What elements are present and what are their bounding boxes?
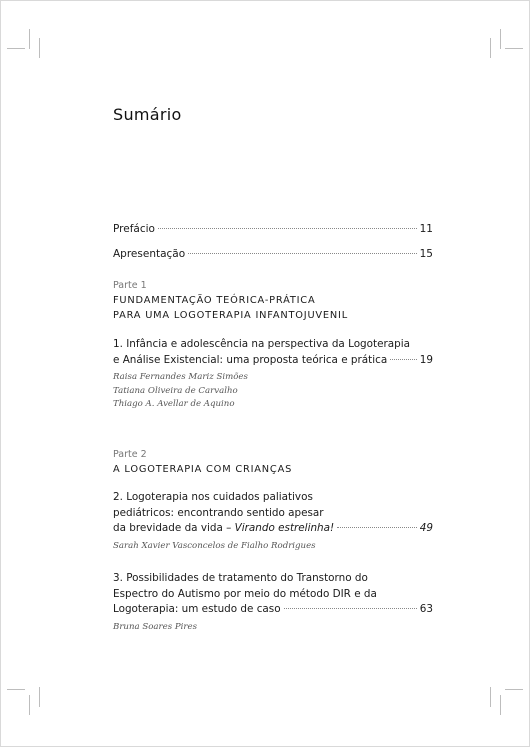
crop-mark — [490, 38, 491, 58]
part-2-heading — [113, 448, 433, 477]
dot-leader — [337, 527, 417, 528]
chapter-title-line: 3. Possibilidades de tratamento do Transtorno do — [113, 572, 368, 584]
chapter-author: Raisa Fernandes Mariz Simões — [113, 372, 248, 382]
chapter-author: Thiago A. Avellar de Aquino — [113, 399, 235, 409]
crop-mark — [7, 689, 25, 690]
chapter-author: Bruna Soares Pires — [113, 621, 198, 632]
dot-leader — [390, 359, 417, 360]
chapter-author: Sarah Xavier Vasconcelos de Fialho Rodrigues — [113, 540, 316, 551]
toc-entry-label: Apresentação — [113, 248, 186, 260]
part-title-line: FUNDAMENTAÇÃO TEÓRICA-PRÁTICA — [113, 295, 316, 306]
toc-entry-chapter-2[interactable] — [113, 490, 433, 553]
toc-entry-apresentacao[interactable] — [113, 246, 433, 262]
chapter-title-italic: Virando estrelinha! — [234, 522, 335, 534]
chapter-author: Tatiana Oliveira de Carvalho — [113, 385, 238, 396]
crop-mark — [500, 29, 501, 49]
crop-mark — [505, 48, 523, 49]
chapter-title-line: pediátricos: encontrando sentido apesar — [113, 506, 324, 519]
crop-mark — [29, 695, 30, 715]
chapter-title-line: da brevidade da vida – — [113, 522, 235, 534]
dot-leader — [284, 608, 417, 609]
part-1-heading — [113, 279, 433, 323]
dot-leader — [188, 253, 416, 254]
crop-mark — [29, 29, 30, 49]
toc-entry-chapter-3[interactable] — [113, 571, 433, 634]
toc-entry-chapter-1[interactable] — [113, 337, 433, 412]
chapter-title-line: 1. Infância e adolescência na perspectiva da Logoterapia — [113, 338, 410, 350]
page-title: Sumário — [113, 105, 182, 124]
chapter-title-line: e Análise Existencial: uma proposta teórica e prática — [113, 353, 388, 366]
crop-mark — [39, 38, 40, 58]
toc-page-number: 15 — [419, 248, 433, 260]
toc-entry-prefacio[interactable] — [113, 221, 433, 237]
crop-mark — [490, 687, 491, 707]
crop-mark — [505, 689, 523, 690]
crop-mark — [39, 687, 40, 707]
part-title-line: PARA UMA LOGOTERAPIA INFANTOJUVENIL — [113, 310, 348, 321]
dot-leader — [158, 228, 417, 229]
crop-mark — [500, 695, 501, 715]
toc-page-number: 63 — [419, 603, 433, 615]
chapter-title-line: 2. Logoterapia nos cuidados paliativos — [113, 491, 313, 503]
toc-page-number: 19 — [419, 353, 433, 366]
toc-page-number: 49 — [419, 522, 433, 534]
toc-page-number: 11 — [419, 223, 433, 235]
toc-entry-label: Prefácio — [113, 223, 155, 235]
chapter-title-line: Espectro do Autismo por meio do método DIR e da — [113, 587, 377, 600]
chapter-title-line: Logoterapia: um estudo de caso — [113, 603, 281, 615]
part-label: Parte 2 — [113, 449, 147, 460]
crop-mark — [7, 48, 25, 49]
part-title-line: A LOGOTERAPIA COM CRIANÇAS — [113, 464, 293, 475]
part-label: Parte 1 — [113, 280, 147, 291]
